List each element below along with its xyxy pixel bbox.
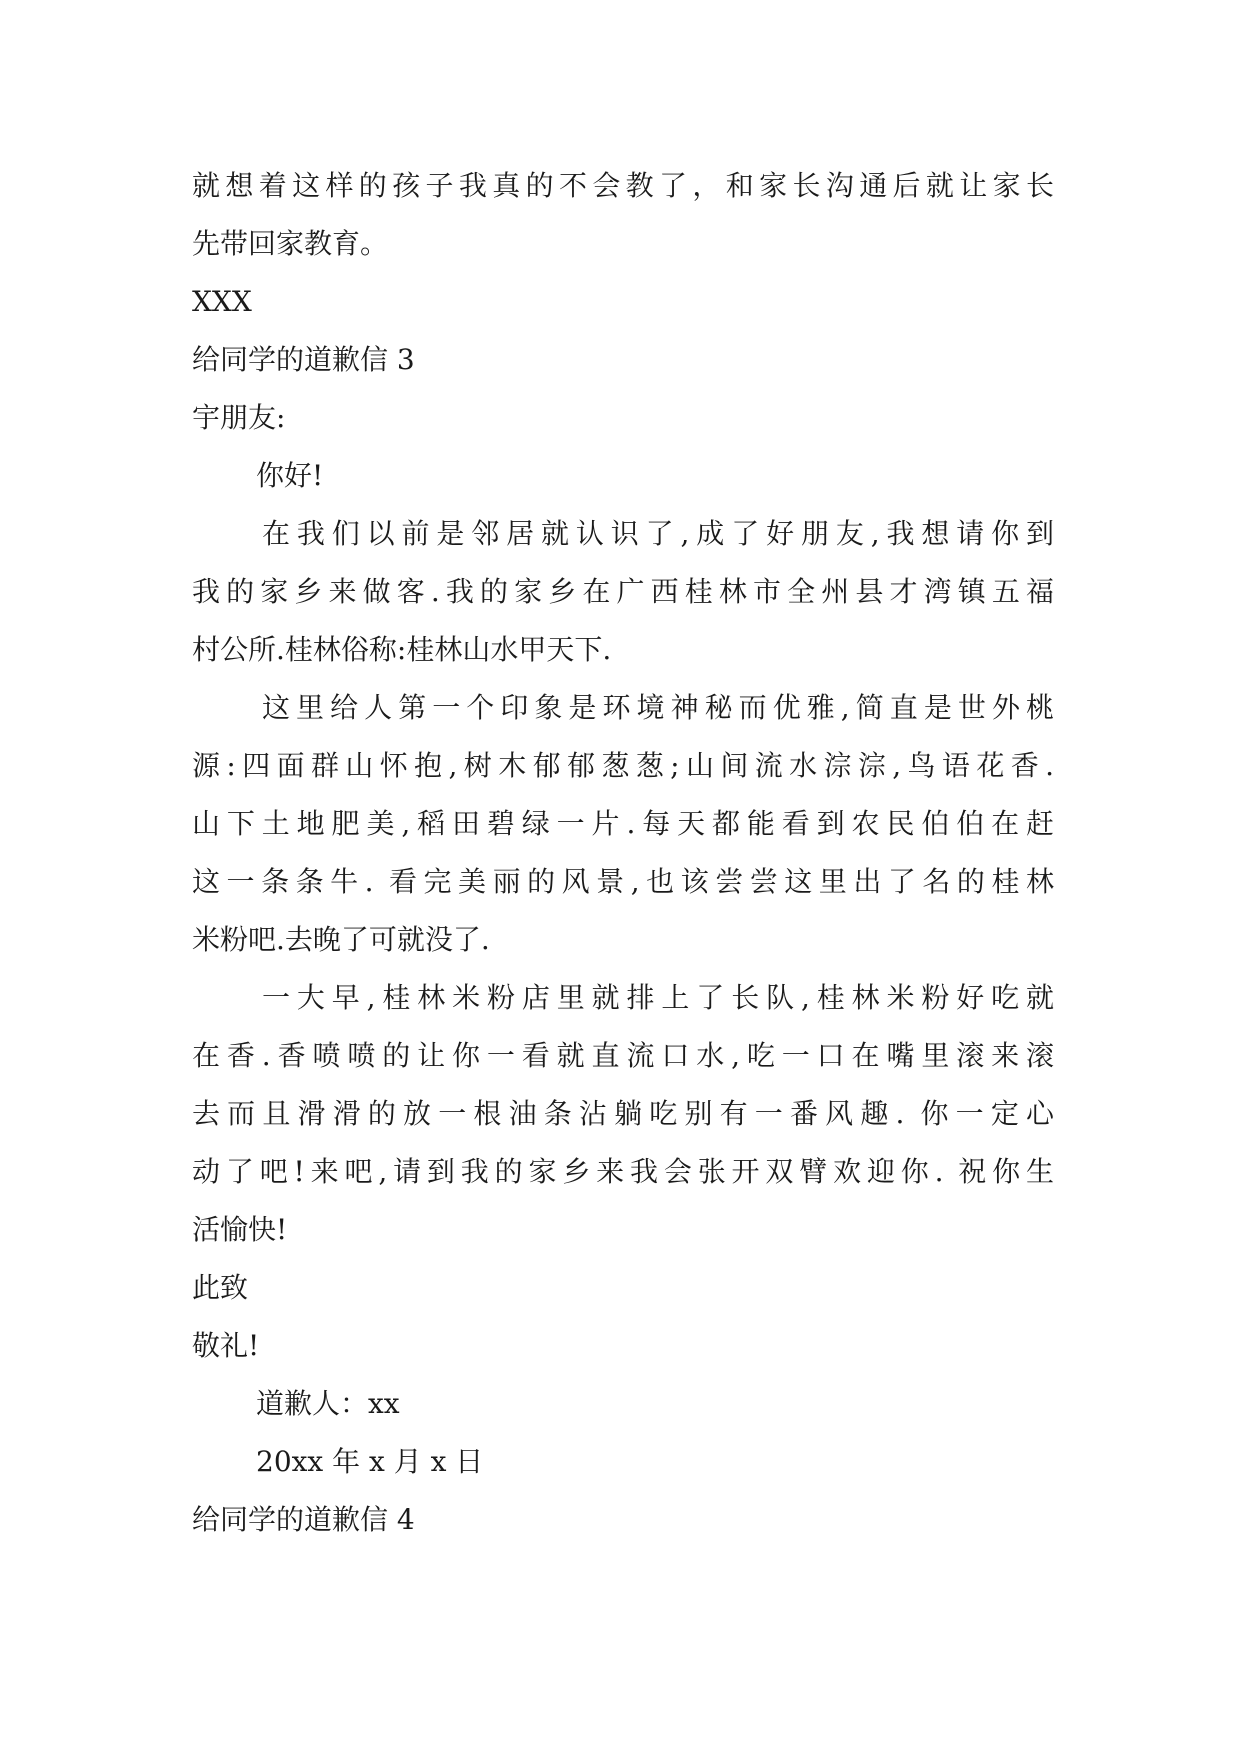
paragraph-line: 源:四面群山怀抱,树木郁郁葱葱;山间流水淙淙,鸟语花香. <box>192 749 1054 782</box>
paragraph-line: 我的家乡来做客.我的家乡在广西桂林市全州县才湾镇五福 <box>192 575 1054 608</box>
closing-line: 此致 <box>192 1271 249 1304</box>
paragraph-line: 去而且滑滑的放一根油条沾躺吃别有一番风趣. 你一定心 <box>192 1097 1054 1130</box>
paragraph-line: 村公所.桂林俗称:桂林山水甲天下. <box>192 633 612 666</box>
date: 20xx 年 x 月 x 日 <box>256 1445 484 1478</box>
paragraph-line: 一大早,桂林米粉店里就排上了长队,桂林米粉好吃就 <box>262 981 1054 1014</box>
paragraph-line: 动了吧!来吧,请到我的家乡来我会张开双臂欢迎你. 祝你生 <box>192 1155 1054 1188</box>
closing-line: 敬礼! <box>192 1329 260 1362</box>
letter-title: 给同学的道歉信 4 <box>192 1503 415 1536</box>
letter-title: 给同学的道歉信 3 <box>192 343 415 376</box>
signature: XXX <box>192 285 252 318</box>
greeting: 你好! <box>256 459 324 492</box>
paragraph-line: 这里给人第一个印象是环境神秘而优雅,简直是世外桃 <box>262 691 1054 724</box>
paragraph-line: 就想着这样的孩子我真的不会教了，和家长沟通后就让家长 <box>192 169 1054 202</box>
signer: 道歉人：xx <box>256 1387 400 1420</box>
paragraph-line: 在我们以前是邻居就认识了,成了好朋友,我想请你到 <box>262 517 1054 550</box>
paragraph-line: 山下土地肥美,稻田碧绿一片.每天都能看到农民伯伯在赶 <box>192 807 1054 840</box>
paragraph-line: 米粉吧.去晚了可就没了. <box>192 923 490 956</box>
salutation: 宇朋友: <box>192 401 286 434</box>
paragraph-line: 活愉快! <box>192 1213 288 1246</box>
paragraph-line: 在香.香喷喷的让你一看就直流口水,吃一口在嘴里滚来滚 <box>192 1039 1054 1072</box>
paragraph-line: 这一条条牛. 看完美丽的风景,也该尝尝这里出了名的桂林 <box>192 865 1054 898</box>
paragraph-line: 先带回家教育。 <box>192 227 389 260</box>
